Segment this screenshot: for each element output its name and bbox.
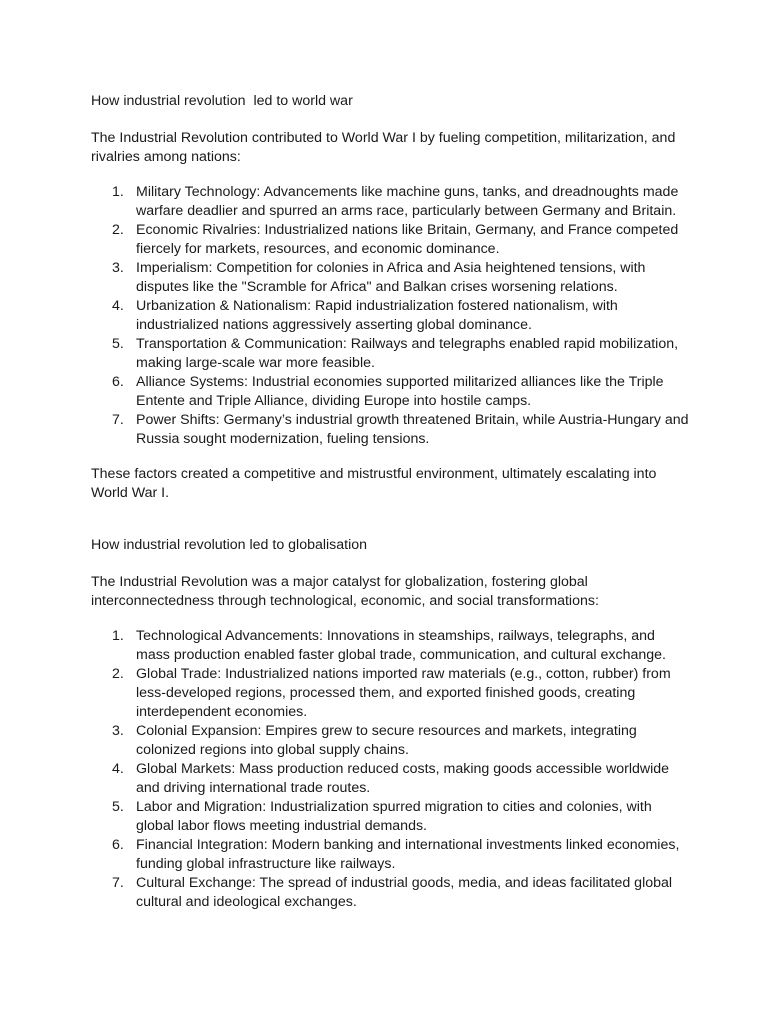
list-item-text: Labor and Migration: Industrialization spurred migration to cities and colonies, with global labor flows meeting industrial demands. (136, 799, 652, 834)
list-item (91, 760, 691, 798)
list-item-number: 4. (112, 298, 124, 314)
list-item-number: 3. (112, 260, 124, 276)
list-item-number: 1. (112, 628, 124, 644)
section1-intro: The Industrial Revolution contributed to World War I by fueling competition, militarization, and rivalries among nations: (91, 130, 676, 165)
list-item-text: Financial Integration: Modern banking and international investments linked economies, funding global infrastructure like railways. (136, 837, 680, 872)
list-item-text: Power Shifts: Germany’s industrial growth threatened Britain, while Austria-Hungary and Russia sought modernization, fueling tensions. (136, 412, 689, 447)
list-item (91, 183, 691, 221)
list-item (91, 836, 691, 874)
list-item-text: Urbanization & Nationalism: Rapid industrialization fostered nationalism, with industrialized nations aggressively asserting global dominance. (136, 298, 618, 333)
list-item-text: Technological Advancements: Innovations in steamships, railways, telegraphs, and mass production enabled faster global trade, communication, and cultural exchange. (136, 628, 666, 663)
list-item-text: Transportation & Communication: Railways and telegraphs enabled rapid mobilization, making large-scale war more feasible. (136, 336, 679, 371)
section1-conclusion: These factors created a competitive and mistrustful environment, ultimately escalating into World War I. (91, 466, 657, 501)
section1-heading: How industrial revolution led to world war (91, 93, 353, 109)
list-item (91, 297, 691, 335)
document-page (91, 92, 691, 912)
list-item (91, 373, 691, 411)
list-item (91, 798, 691, 836)
section2-intro: The Industrial Revolution was a major catalyst for globalization, fostering global interconnectedness through technological, economic, and social transformations: (91, 574, 599, 609)
list-item (91, 874, 691, 912)
list-item-text: Colonial Expansion: Empires grew to secure resources and markets, integrating colonized regions into global supply chains. (136, 723, 637, 758)
list-item-number: 2. (112, 666, 124, 682)
list-item-text: Alliance Systems: Industrial economies supported militarized alliances like the Triple Entente and Triple Alliance, dividing Europe into hostile camps. (136, 374, 664, 409)
section1-list (91, 183, 691, 449)
list-item-number: 5. (112, 336, 124, 352)
list-item-text: Cultural Exchange: The spread of industrial goods, media, and ideas facilitated global cultural and ideological exchanges. (136, 875, 673, 910)
list-item-number: 2. (112, 222, 124, 238)
list-item-number: 7. (112, 412, 124, 428)
list-item (91, 259, 691, 297)
list-item-text: Global Trade: Industrialized nations imported raw materials (e.g., cotton, rubber) from less-developed regions, processed them, and exported finished goods, creating interdependent economies. (136, 666, 671, 720)
list-item-text: Global Markets: Mass production reduced costs, making goods accessible worldwide and driving international trade routes. (136, 761, 670, 796)
list-item-number: 1. (112, 184, 124, 200)
section2-list (91, 627, 691, 912)
list-item (91, 221, 691, 259)
list-item-text: Imperialism: Competition for colonies in Africa and Asia heightened tensions, with disputes like the "Scramble for Africa" and Balkan crises worsening relations. (136, 260, 646, 295)
list-item (91, 722, 691, 760)
list-item-text: Military Technology: Advancements like machine guns, tanks, and dreadnoughts made warfare deadlier and spurred an arms race, particularly between Germany and Britain. (136, 184, 679, 219)
section2-heading: How industrial revolution led to globalisation (91, 537, 368, 553)
list-item (91, 335, 691, 373)
list-item (91, 411, 691, 449)
list-item-number: 7. (112, 875, 124, 891)
list-item (91, 627, 691, 665)
list-item-number: 3. (112, 723, 124, 739)
list-item-text: Economic Rivalries: Industrialized nations like Britain, Germany, and France competed fiercely for markets, resources, and economic dominance. (136, 222, 679, 257)
list-item-number: 6. (112, 837, 124, 853)
list-item-number: 5. (112, 799, 124, 815)
list-item-number: 4. (112, 761, 124, 777)
list-item (91, 665, 691, 722)
list-item-number: 6. (112, 374, 124, 390)
